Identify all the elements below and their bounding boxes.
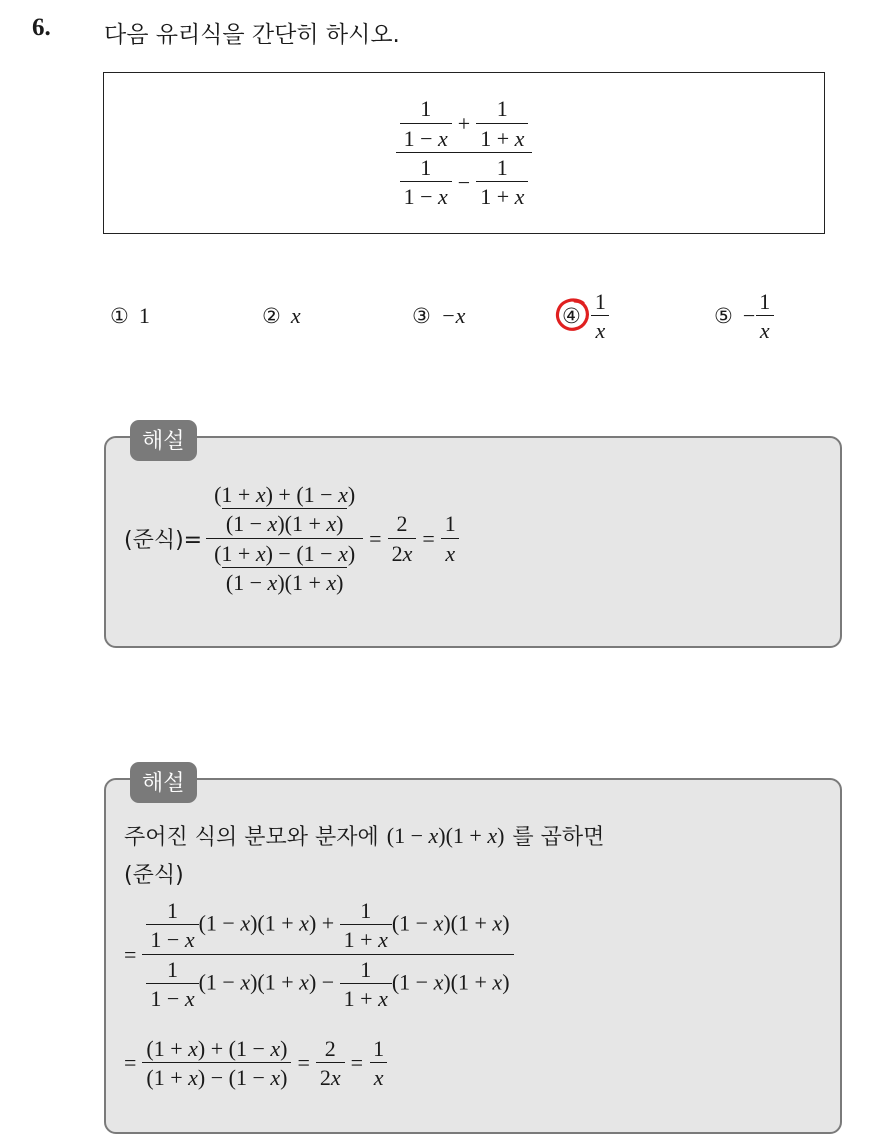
question-expression: $\frac{1}{1 - x}$ + $\frac{1}{1 + x}$ $\frac{1}{1 - x}$ − $\frac{1}{1 + x}$ [396, 96, 533, 209]
choice-3[interactable]: ③ −x [412, 303, 466, 328]
solution-panel-2 [104, 778, 842, 1134]
solution-2-line-2: (준식) [124, 863, 184, 888]
question-text: 다음 유리식을 간단히 하시오. [104, 22, 400, 48]
choice-5[interactable]: ⑤ − $\frac{1}{x}$ [714, 286, 774, 346]
solution-1-equation: (준식)= $\frac{\frac{(1 + x) + (1 - x)}{(1 - x)(1 + x)}}{\frac{(1 + x) - (1 - x)}{(1 - x)(1 + x)}}$ = $\frac{2}{2x}$ = $\frac{1}{x}$ [124, 482, 460, 595]
choice-2[interactable]: ② x [262, 303, 301, 328]
question-expression-box [103, 72, 825, 234]
solution-panel-1 [104, 436, 842, 648]
question-number: 6. [32, 14, 51, 41]
solution-2-step-2: = $\frac{(1 + x) + (1 - x)}{(1 + x) - (1 - x)}$ = $\frac{2}{2x}$ = $\frac{1}{x}$ [124, 1036, 388, 1091]
solution-2-line-1: 주어진 식의 분모와 분자에 (1 − x)(1 + x) 를 곱하면 [124, 822, 605, 850]
choice-1[interactable]: ① 1 [110, 303, 150, 328]
solution-2-step-1: = $\frac{1}{1 - x}$ (1 − x)(1 + x) + $\frac{1}{1 + x}$ (1 − x)(1 + x) $\frac{1}{1 - x}$ (1 − x)(1 + x) − $\frac{1}{1 + x}$ (1 − x)(1 + x) [124, 898, 514, 1011]
choice-4[interactable]: ④ $\frac{1}{x}$ [562, 286, 610, 346]
solution-tag-2: 해설 [130, 762, 197, 803]
answer-choices [0, 286, 884, 346]
solution-tag-1: 해설 [130, 420, 197, 461]
factor-expression: (1 − x)(1 + x) [386, 822, 505, 848]
selection-circle-icon [553, 295, 593, 335]
